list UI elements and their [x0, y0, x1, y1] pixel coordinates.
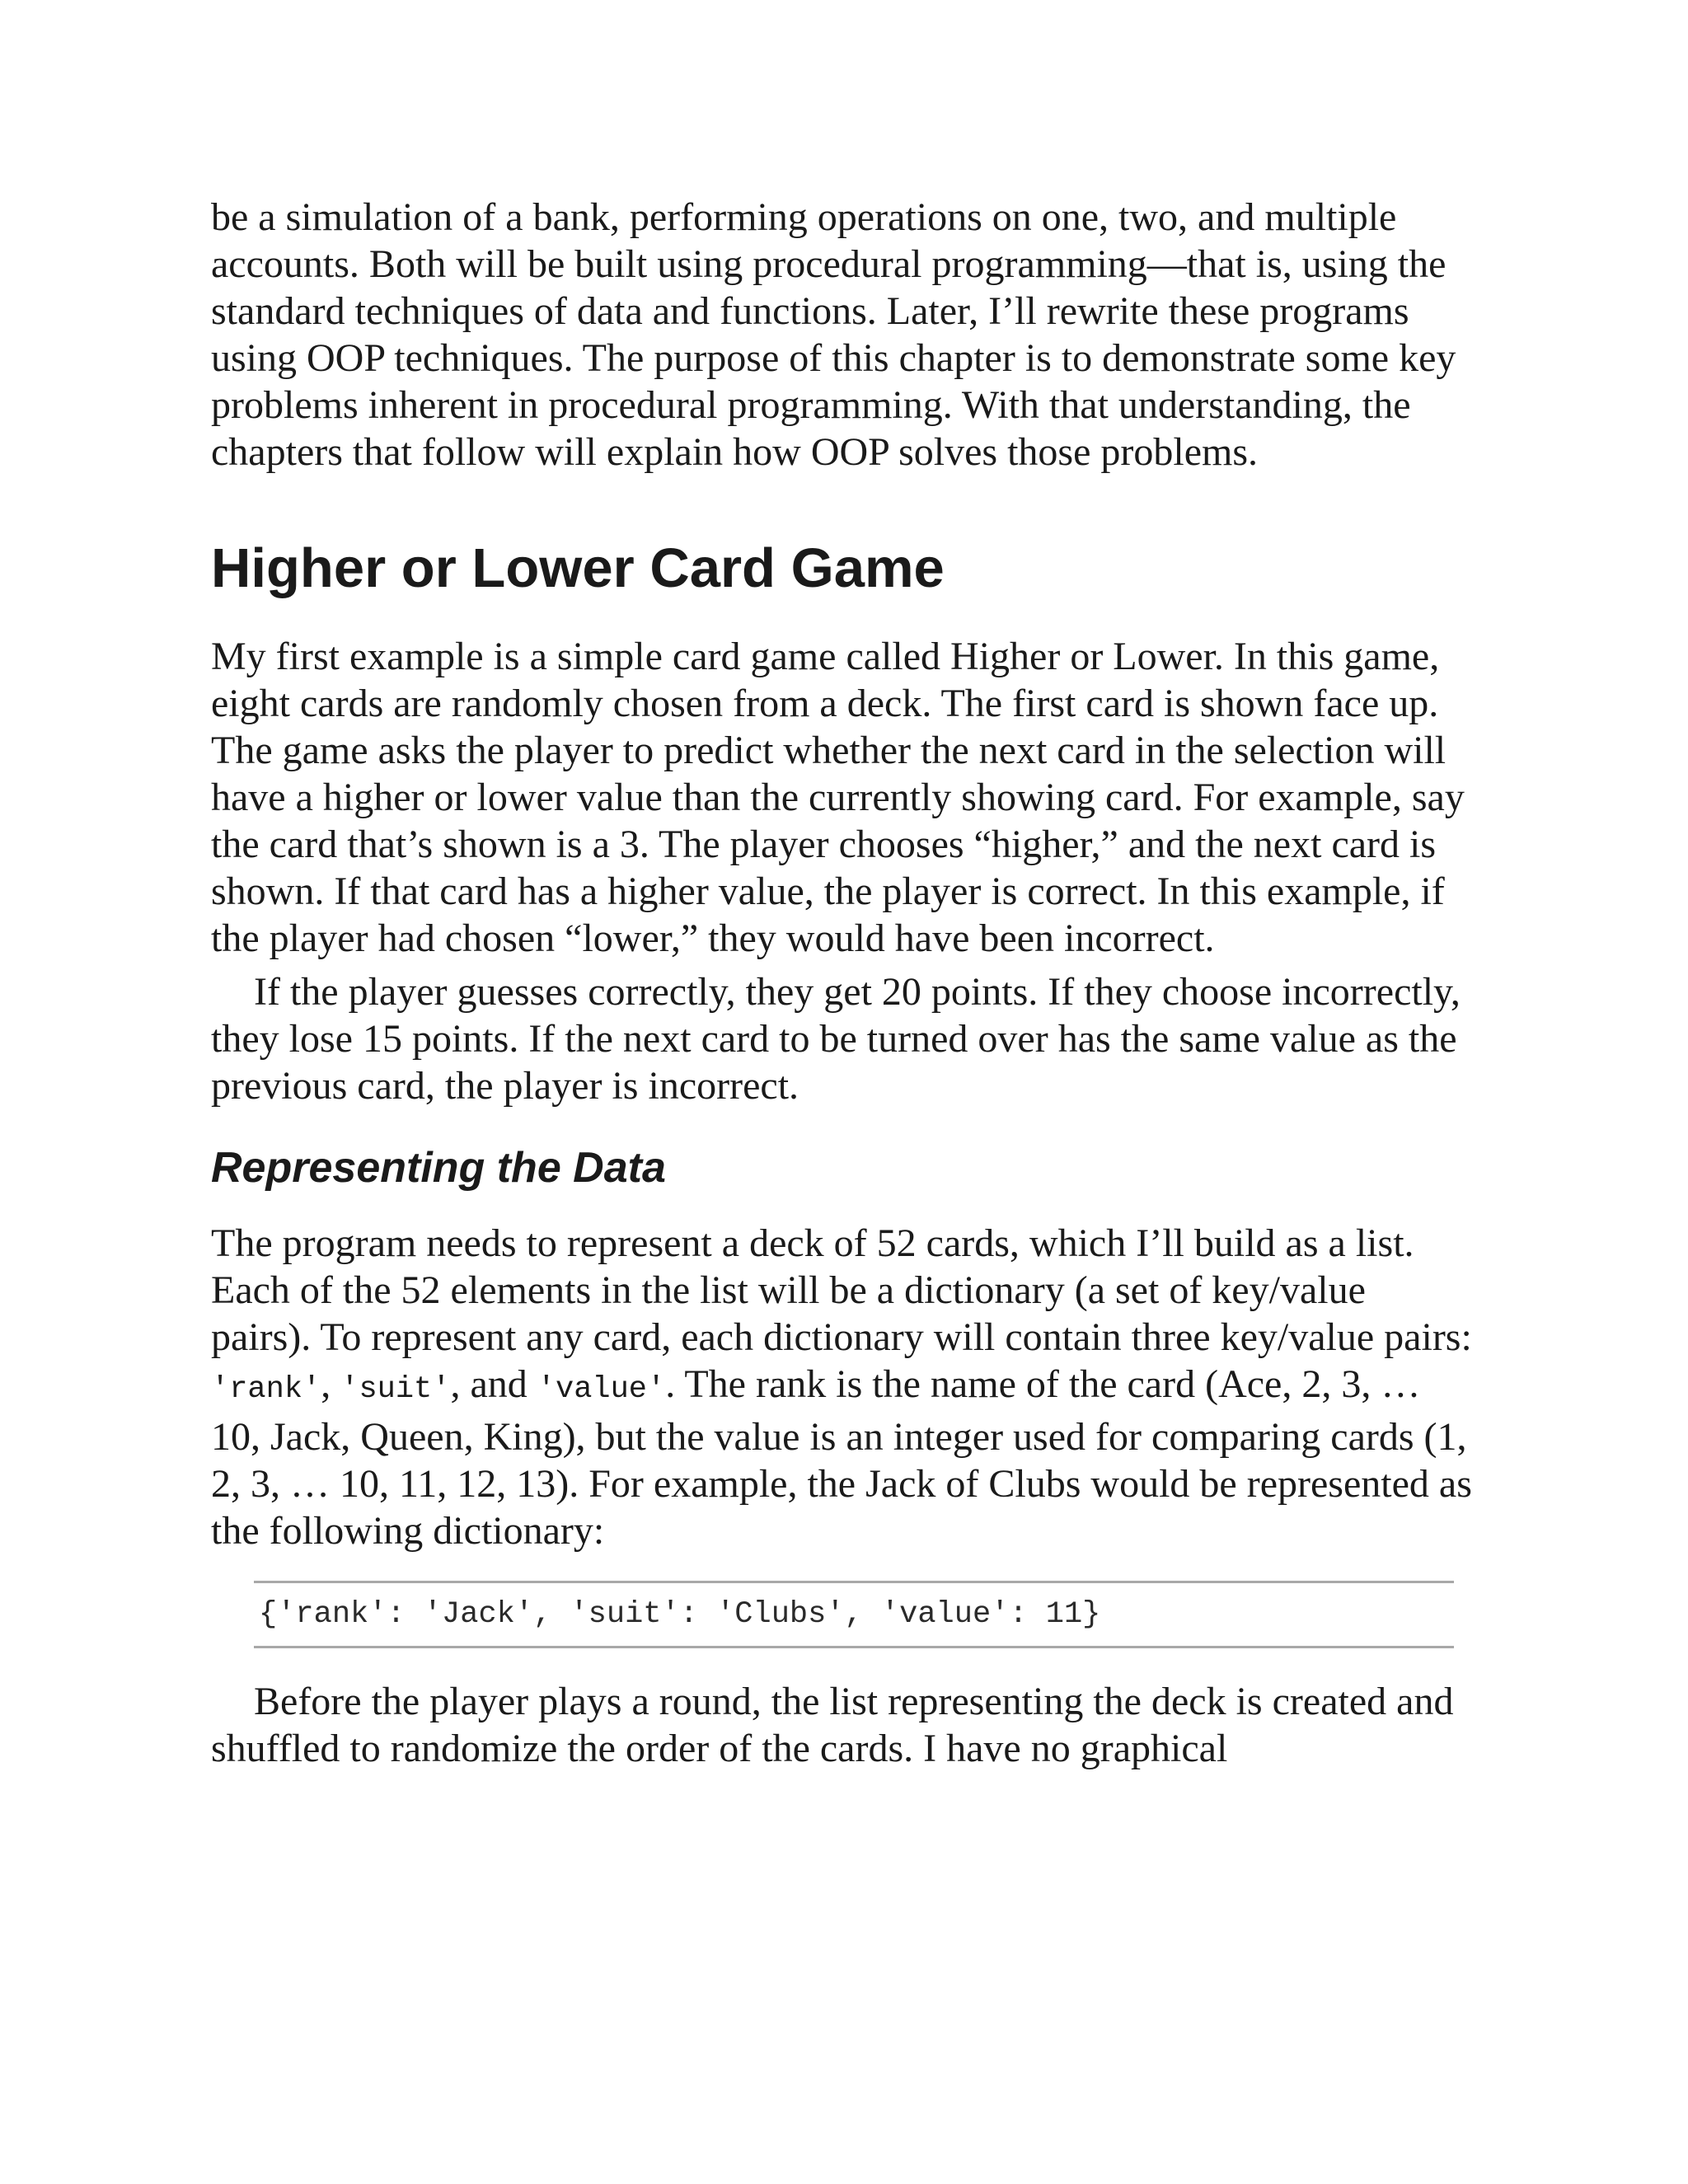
- inline-code-value: 'value': [537, 1372, 666, 1407]
- code-block: [254, 1581, 1454, 1648]
- book-page: [211, 194, 1472, 1772]
- subsection-heading: Representing the Data: [211, 1144, 666, 1192]
- data-representation-paragraph: [211, 1220, 1472, 1554]
- paragraph-text: . The rank is the name of the card (Ace, 2, 3, … 10, Jack, Queen, King), but the value is an integer used for comparing cards (1, 2, 3, … 10, 11, 12, 13). For example, the Jack of Clubs would be represented as the following dictionary:: [211, 1362, 1472, 1553]
- inline-code-rank: 'rank': [211, 1372, 321, 1407]
- section-heading: Higher or Lower Card Game: [211, 537, 945, 599]
- inline-code-suit: 'suit': [340, 1372, 451, 1407]
- intro-paragraph: be a simulation of a bank, performing operations on one, two, and multiple accounts. Both will be built using procedural programming—that is, using the standard techniques of data and functions. Later, I’ll rewrite these programs using OOP techniques. The purpose of this chapter is to demonstrate some key problems inherent in procedural programming. With that understanding, the chapters that follow will explain how OOP solves those problems.: [211, 195, 1456, 474]
- paragraph-text: ,: [321, 1362, 341, 1406]
- paragraph-text: The program needs to represent a deck of 52 cards, which I’ll build as a list. Each of the 52 elements in the list will be a dictionary (a set of key/value pairs). To represent any card, each dictionary will contain three key/value pairs:: [211, 1221, 1472, 1359]
- scoring-paragraph: If the player guesses correctly, they get 20 points. If they choose incorrectly, they lose 15 points. If the next card to be turned over has the same value as the previous card, the player is incorrect.: [211, 970, 1461, 1108]
- game-description-paragraph: My first example is a simple card game called Higher or Lower. In this game, eight cards are randomly chosen from a deck. The first card is shown face up. The game asks the player to predict whether the next card in the selection will have a higher or lower value than the currently showing card. For example, say the card that’s shown is a 3. The player chooses “higher,” and the next card is shown. If that card has a higher value, the player is correct. In this example, if the player had chosen “lower,” they would have been incorrect.: [211, 635, 1465, 960]
- paragraph-text: , and: [450, 1362, 537, 1406]
- code-example: {'rank': 'Jack', 'suit': 'Clubs', 'value': 11}: [259, 1597, 1101, 1632]
- shuffle-paragraph: Before the player plays a round, the list representing the deck is created and shuffled to randomize the order of the cards. I have no graphical: [211, 1680, 1454, 1770]
